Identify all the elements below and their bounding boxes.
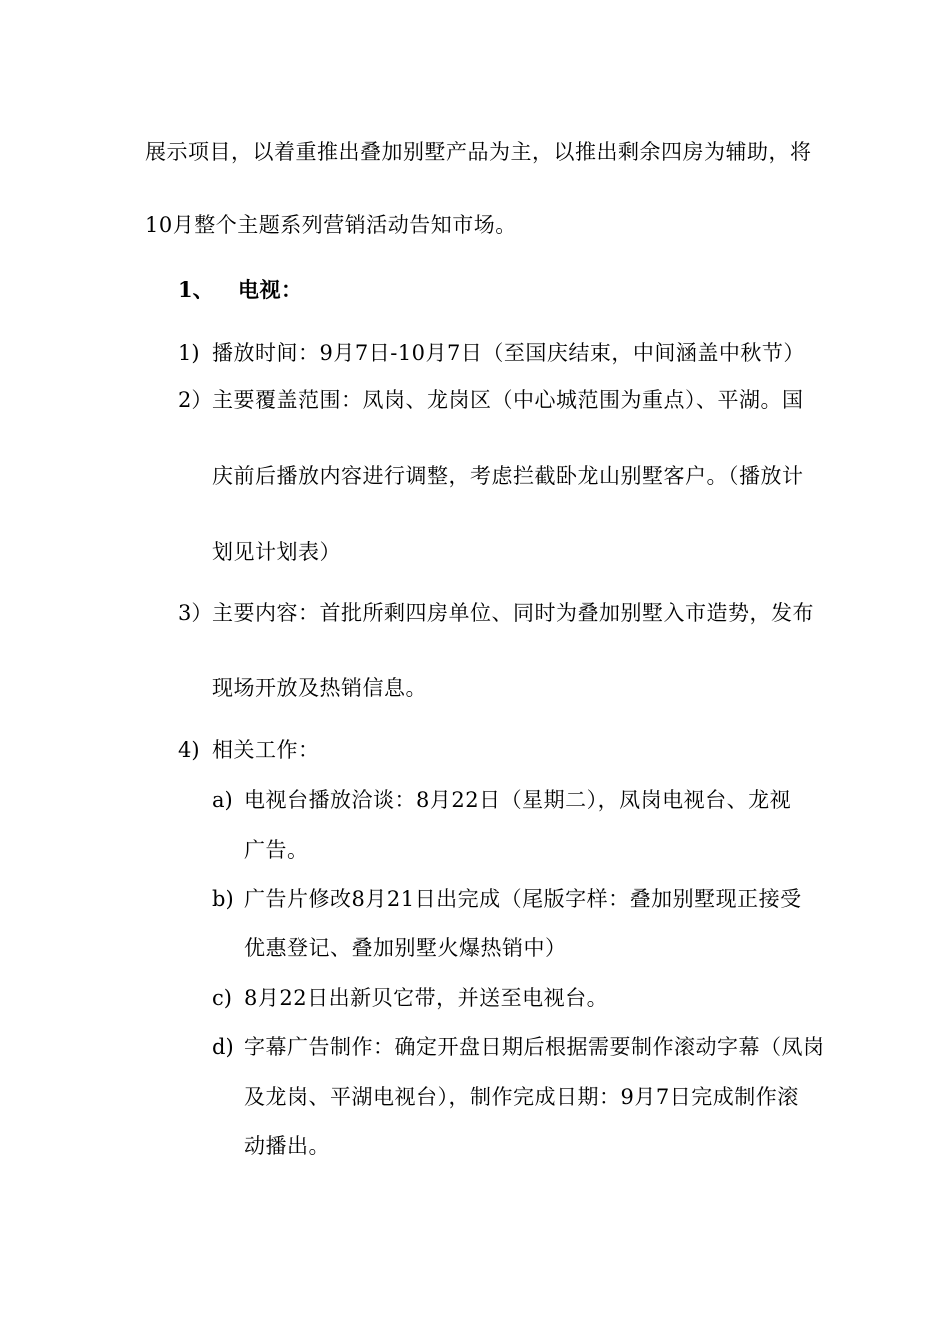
sublist-item-text: 动播出。 bbox=[244, 1134, 330, 1158]
sublist-item-text: 广告片修改8月21日出完成（尾版字样：叠加别墅现正接受 bbox=[244, 887, 802, 911]
list-item-marker: 4) bbox=[178, 738, 200, 762]
sublist-item-text: 优惠登记、叠加别墅火爆热销中） bbox=[244, 936, 567, 960]
list-item-text: 主要覆盖范围：凤岗、龙岗区（中心城范围为重点）、平湖。国 bbox=[212, 388, 804, 412]
sublist-item-text: 字幕广告制作：确定开盘日期后根据需要制作滚动字幕（凤岗 bbox=[244, 1035, 825, 1059]
intro-line-2: 10月整个主题系列营销活动告知市场。 bbox=[145, 213, 517, 237]
sublist-item-marker: a) bbox=[212, 788, 233, 812]
list-item-marker: 3） bbox=[178, 601, 213, 625]
sublist-item-text: 8月22日出新贝它带，并送至电视台。 bbox=[244, 986, 609, 1010]
list-item-text: 现场开放及热销信息。 bbox=[212, 676, 427, 700]
section-title: 电视： bbox=[238, 277, 303, 302]
sublist-item-text: 及龙岗、平湖电视台），制作完成日期：9月7日完成制作滚 bbox=[244, 1085, 799, 1109]
sublist-item-marker: b) bbox=[212, 887, 234, 911]
list-item-marker: 2） bbox=[178, 388, 213, 412]
list-item-text: 播放时间：9月7日-10月7日（至国庆结束，中间涵盖中秋节） bbox=[212, 341, 805, 365]
intro-line-1: 展示项目，以着重推出叠加别墅产品为主，以推出剩余四房为辅助，将 bbox=[145, 140, 812, 164]
list-item-text: 划见计划表） bbox=[212, 540, 341, 564]
section-number: 1、 bbox=[178, 277, 214, 302]
list-item-text: 庆前后播放内容进行调整，考虑拦截卧龙山别墅客户。（播放计 bbox=[212, 464, 804, 488]
list-item-text: 主要内容：首批所剩四房单位、同时为叠加别墅入市造势，发布 bbox=[212, 601, 814, 625]
sublist-item-text: 电视台播放洽谈：8月22日（星期二），凤岗电视台、龙视 bbox=[244, 788, 792, 812]
sublist-item-marker: d) bbox=[212, 1035, 234, 1059]
sublist-item-marker: c) bbox=[212, 986, 232, 1010]
list-item-marker: 1) bbox=[178, 341, 200, 365]
sublist-item-text: 广告。 bbox=[244, 838, 309, 862]
list-item-text: 相关工作： bbox=[212, 738, 320, 762]
